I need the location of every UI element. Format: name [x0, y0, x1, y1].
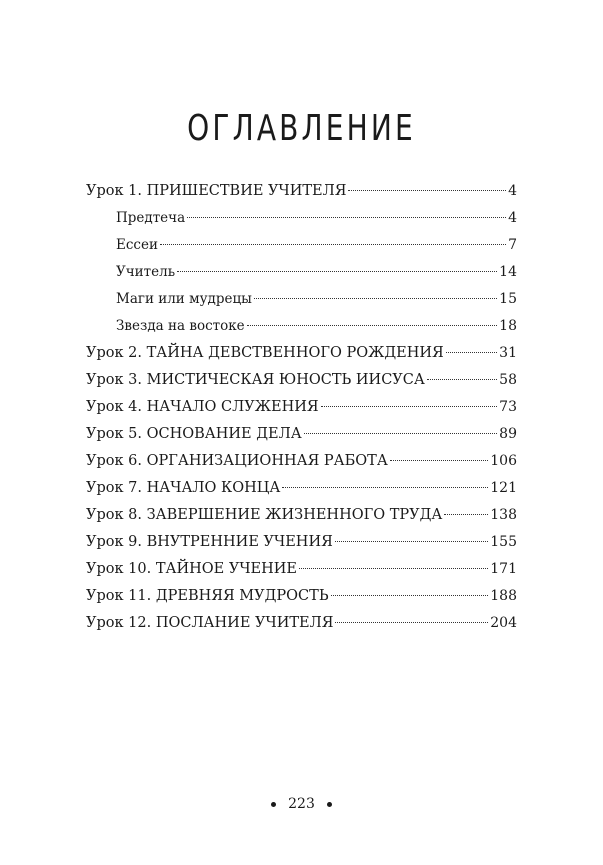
- dot-leader: [177, 271, 497, 272]
- page-number: 223: [288, 796, 315, 812]
- toc-entry[interactable]: [86, 399, 517, 426]
- dot-leader: [348, 190, 506, 191]
- toc-entry-label: Урок 12. ПОСЛАНИЕ УЧИТЕЛЯ: [86, 615, 334, 631]
- dot-leader: [335, 541, 488, 542]
- toc-subentry[interactable]: [86, 210, 517, 237]
- toc-entry-page: 73: [499, 399, 517, 415]
- dot-leader: [299, 568, 488, 569]
- bullet-icon: [327, 802, 332, 807]
- toc-subentry[interactable]: [86, 291, 517, 318]
- toc-subentry[interactable]: [86, 318, 517, 345]
- toc-entry[interactable]: [86, 480, 517, 507]
- toc-entry-page: 171: [490, 561, 517, 577]
- dot-leader: [390, 460, 488, 461]
- toc-entry-page: 15: [499, 291, 517, 307]
- toc-entry[interactable]: [86, 345, 517, 372]
- dot-leader: [331, 595, 489, 596]
- toc-entry[interactable]: [86, 426, 517, 453]
- toc-subentry[interactable]: [86, 237, 517, 264]
- dot-leader: [304, 433, 497, 434]
- toc-entry-page: 155: [490, 534, 517, 550]
- toc-entry-label: Урок 4. НАЧАЛО СЛУЖЕНИЯ: [86, 399, 319, 415]
- dot-leader: [254, 298, 497, 299]
- page-footer: [0, 796, 603, 812]
- toc-entry-label: Урок 1. ПРИШЕСТВИЕ УЧИТЕЛЯ: [86, 183, 347, 199]
- toc-entry[interactable]: [86, 561, 517, 588]
- toc-entry-label: Урок 11. ДРЕВНЯЯ МУДРОСТЬ: [86, 588, 329, 604]
- toc-entry-page: 89: [499, 426, 517, 442]
- toc-entry-label: Звезда на востоке: [116, 318, 245, 334]
- toc-entry[interactable]: [86, 507, 517, 534]
- toc-entry-page: 138: [490, 507, 517, 523]
- toc-entry[interactable]: [86, 372, 517, 399]
- toc-entry-label: Урок 2. ТАЙНА ДЕВСТВЕННОГО РОЖДЕНИЯ: [86, 345, 444, 361]
- toc-entry-label: Урок 10. ТАЙНОЕ УЧЕНИЕ: [86, 561, 298, 577]
- toc-entry-page: 204: [490, 615, 517, 631]
- dot-leader: [427, 379, 497, 380]
- toc-entry[interactable]: [86, 534, 517, 561]
- toc-entry[interactable]: [86, 588, 517, 615]
- dot-leader: [282, 487, 488, 488]
- toc-entry-label: Урок 8. ЗАВЕРШЕНИЕ ЖИЗНЕННОГО ТРУДА: [86, 507, 443, 523]
- toc-entry-label: Предтеча: [116, 210, 186, 226]
- toc-entry-label: Учитель: [116, 264, 176, 280]
- toc-entry[interactable]: [86, 183, 517, 210]
- toc-entry-page: 121: [490, 480, 517, 496]
- toc-entry-page: 18: [499, 318, 517, 334]
- toc-entry[interactable]: [86, 453, 517, 480]
- toc-entry-label: Ессеи: [116, 237, 158, 253]
- toc-entry-page: 58: [499, 372, 517, 388]
- toc-entry-page: 188: [490, 588, 517, 604]
- toc-entry-page: 14: [499, 264, 517, 280]
- page-title: ОГЛАВЛЕНИЕ: [187, 108, 416, 149]
- toc-entry-label: Маги или мудрецы: [116, 291, 252, 307]
- toc-entry-label: Урок 7. НАЧАЛО КОНЦА: [86, 480, 281, 496]
- toc-entry-label: Урок 3. МИСТИЧЕСКАЯ ЮНОСТЬ ИИСУСА: [86, 372, 425, 388]
- dot-leader: [160, 244, 506, 245]
- table-of-contents: [86, 183, 517, 642]
- bullet-icon: [271, 802, 276, 807]
- toc-entry[interactable]: [86, 615, 517, 642]
- toc-entry-label: Урок 6. ОРГАНИЗАЦИОННАЯ РАБОТА: [86, 453, 388, 469]
- dot-leader: [335, 622, 488, 623]
- toc-entry-page: 31: [499, 345, 517, 361]
- dot-leader: [187, 217, 506, 218]
- dot-leader: [446, 352, 497, 353]
- toc-entry-page: 4: [508, 210, 517, 226]
- toc-entry-page: 4: [508, 183, 517, 199]
- toc-entry-label: Урок 9. ВНУТРЕННИЕ УЧЕНИЯ: [86, 534, 333, 550]
- dot-leader: [444, 514, 488, 515]
- toc-entry-page: 106: [490, 453, 517, 469]
- toc-entry-label: Урок 5. ОСНОВАНИЕ ДЕЛА: [86, 426, 302, 442]
- toc-subentry[interactable]: [86, 264, 517, 291]
- dot-leader: [321, 406, 498, 407]
- toc-entry-page: 7: [508, 237, 517, 253]
- dot-leader: [247, 325, 498, 326]
